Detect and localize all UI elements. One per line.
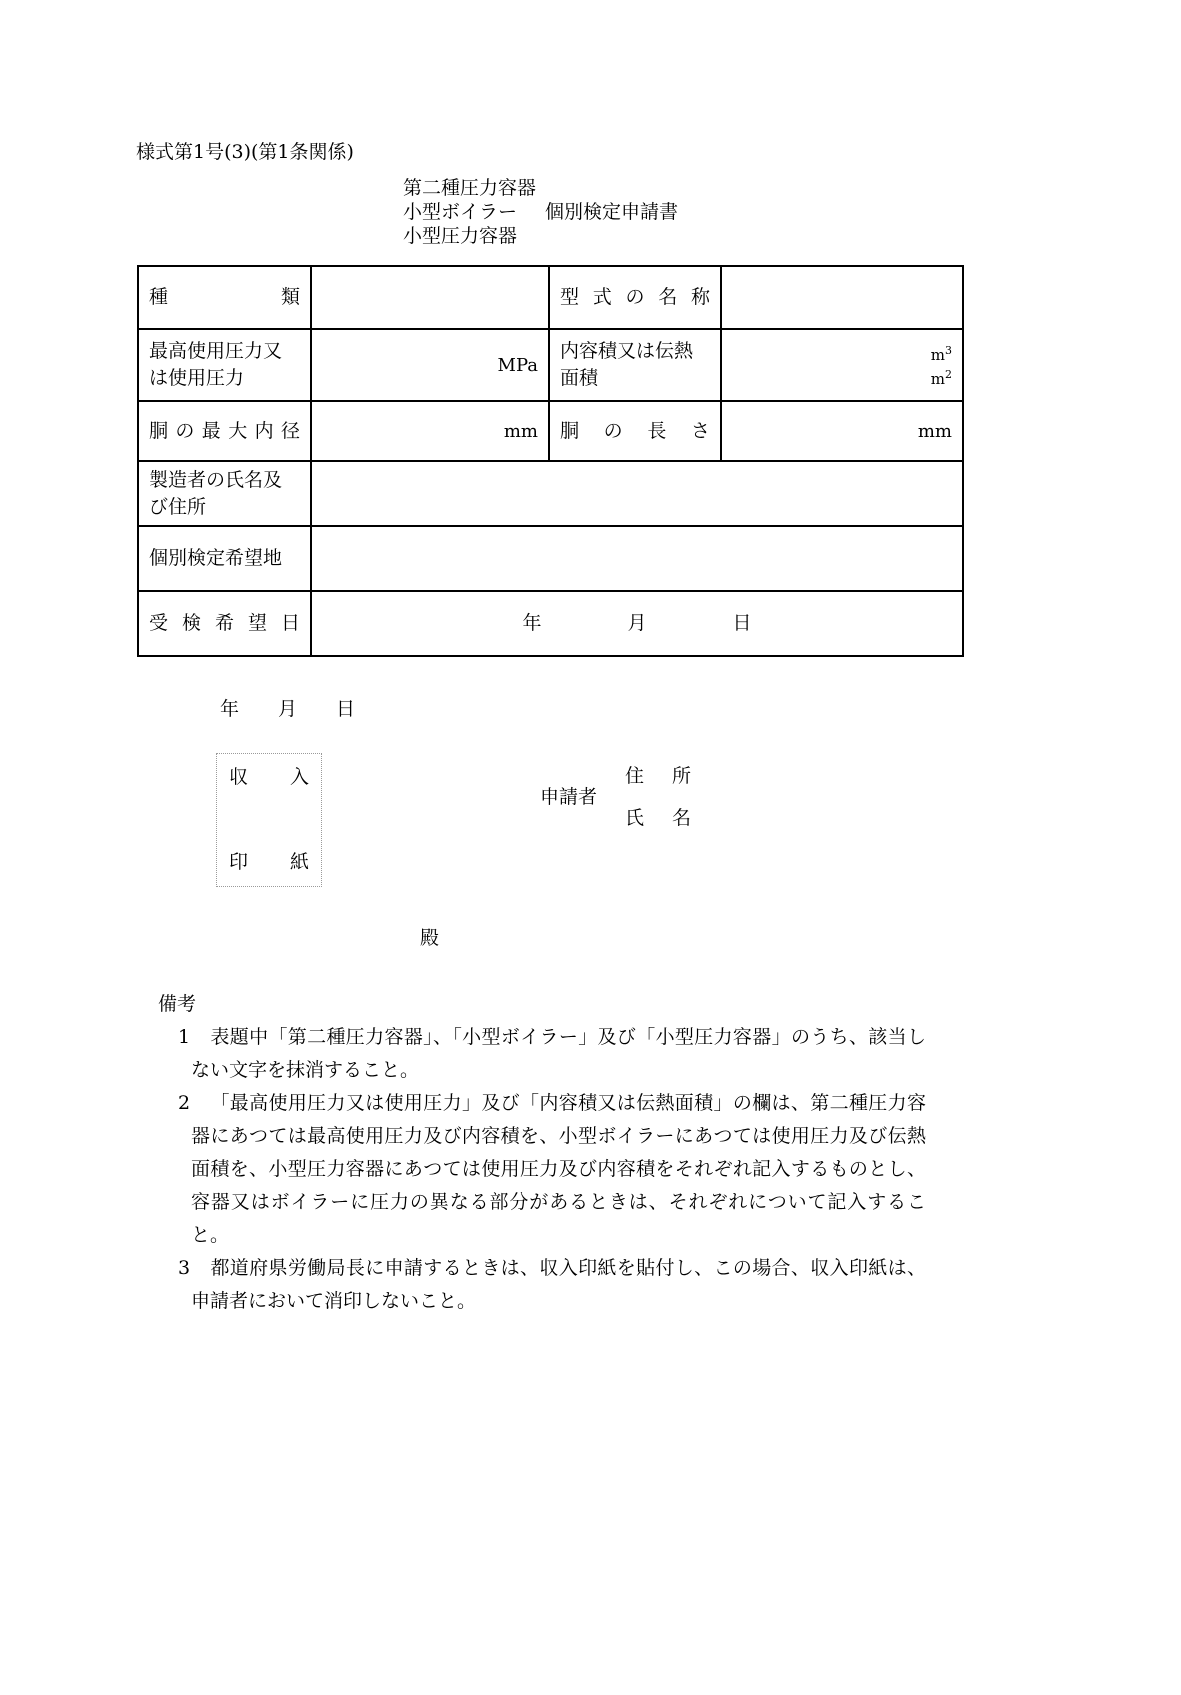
shell-length-unit: mm — [917, 420, 952, 442]
remark-item-2 — [158, 1087, 926, 1252]
pressure-label: 最高使用圧力又は使用圧力 — [138, 329, 311, 401]
inspection-date-year-label: 年 — [522, 612, 542, 634]
capacity-unit-volume: $m^3$ — [930, 344, 952, 364]
remark-item-1 — [158, 1021, 926, 1087]
inspection-date-label: 受検希望日 — [138, 591, 311, 656]
table-row-inspection-date — [138, 591, 963, 656]
title-option-3-label: 小型圧力容器 — [403, 225, 518, 247]
stamp-line-2: 印紙 — [229, 851, 309, 874]
application-table — [137, 265, 964, 657]
shell-diameter-value-cell — [311, 401, 549, 461]
pressure-value-cell — [311, 329, 549, 401]
applicant-name-label: 氏名 — [625, 806, 692, 829]
application-date-year-label: 年 — [220, 698, 240, 720]
remark-item-2-number: 2 — [178, 1092, 191, 1114]
title-option-2 — [403, 200, 678, 224]
remark-item-3 — [158, 1252, 926, 1318]
remark-item-3-number: 3 — [178, 1257, 191, 1279]
title-suffix: 個別検定申請書 — [545, 201, 679, 223]
title-option-1-label: 第二種圧力容器 — [403, 177, 537, 199]
pressure-unit: MPa — [497, 354, 538, 376]
application-date-line — [220, 696, 355, 723]
revenue-stamp-box — [216, 753, 322, 887]
title-option-2-label: 小型ボイラー — [403, 201, 518, 223]
shell-length-label: 胴の長さ — [549, 401, 721, 461]
applicant-block — [540, 763, 691, 831]
title-option-3 — [403, 224, 678, 248]
applicant-address-label: 住所 — [625, 765, 692, 787]
model-name-value-cell — [721, 266, 963, 329]
inspection-date-fields — [322, 610, 952, 637]
table-row-pressure-capacity — [138, 329, 963, 401]
form-number: 様式第1号(3)(第1条関係) — [136, 141, 354, 163]
remark-item-3-text: 都道府県労働局長に申請するときは、収入印紙を貼付し、この場合、収入印紙は、申請者において消印しないこと。 — [191, 1257, 926, 1312]
applicant-label: 申請者 — [540, 785, 598, 808]
remark-item-1-number: 1 — [178, 1026, 191, 1048]
kind-label: 種類 — [138, 266, 311, 329]
remark-item-2-text: 「最高使用圧力又は使用圧力」及び「内容積又は伝熱面積」の欄は、第二種圧力容器にあつては最高使用圧力及び内容積を、小型ボイラーにあつては使用圧力及び伝熱面積を、小型圧力容器にあつては使用圧力及び内容積をそれぞれ記入するものとし、容器又はボイラーに圧力の異なる部分があるときは、それぞれについて記入すること。 — [191, 1092, 926, 1246]
remarks-heading: 備考 — [158, 993, 197, 1015]
inspection-place-label: 個別検定希望地 — [138, 526, 311, 591]
table-row-kind-model — [138, 266, 963, 329]
manufacturer-label: 製造者の氏名及び住所 — [138, 461, 311, 526]
inspection-date-day-label: 日 — [732, 612, 752, 634]
capacity-unit-area: $m^2$ — [930, 368, 952, 388]
inspection-place-value-cell — [311, 526, 963, 591]
stamp-line-1: 収入 — [229, 766, 309, 788]
application-date-month-label: 月 — [278, 698, 298, 720]
inspection-date-value-cell — [311, 591, 963, 656]
shell-diameter-label: 胴の最大内径 — [138, 401, 311, 461]
capacity-label: 内容積又は伝熱面積 — [549, 329, 721, 401]
capacity-value-cell — [721, 329, 963, 401]
capacity-units — [732, 341, 952, 389]
shell-length-value-cell — [721, 401, 963, 461]
shell-diameter-unit: mm — [503, 420, 538, 442]
remarks-section — [158, 988, 926, 1318]
manufacturer-value-cell — [311, 461, 963, 526]
model-name-label: 型式の名称 — [549, 266, 721, 329]
title-option-1 — [403, 176, 678, 200]
remark-item-1-text: 表題中「第二種圧力容器」、「小型ボイラー」及び「小型圧力容器」のうち、該当しない文字を抹消すること。 — [191, 1026, 926, 1081]
addressee-suffix: 殿 — [420, 927, 440, 949]
application-date-day-label: 日 — [336, 698, 356, 720]
form-title — [403, 176, 678, 248]
inspection-date-month-label: 月 — [627, 612, 647, 634]
table-row-inspection-place — [138, 526, 963, 591]
kind-value-cell — [311, 266, 549, 329]
applicant-fields — [625, 763, 691, 831]
table-row-diameter-length — [138, 401, 963, 461]
table-row-manufacturer — [138, 461, 963, 526]
